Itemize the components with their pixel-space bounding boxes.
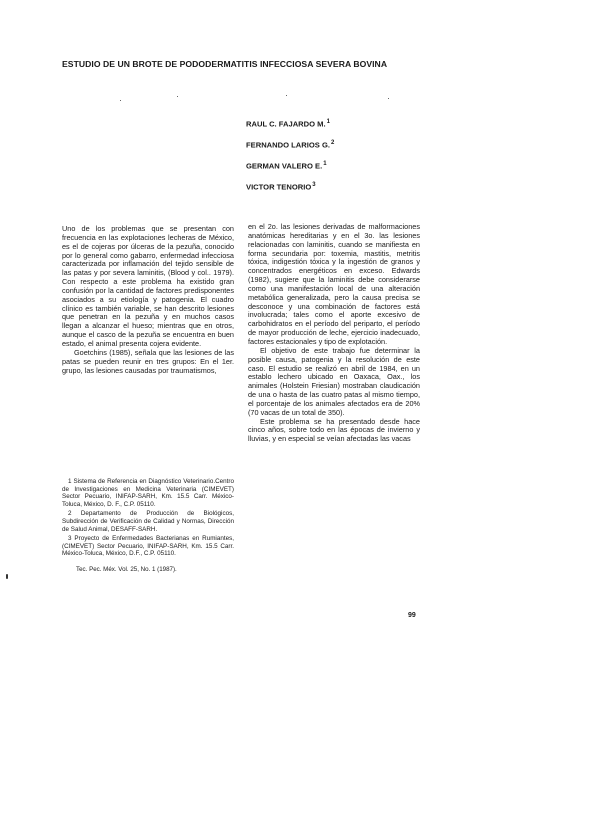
author-1: [246, 117, 506, 138]
footnote-1: 1 Sistema de Referencia en Diagnóstico Veterinario.Centro de Investigaciones en Medicina Veterinaria (CIMEVET) Sector Pecuario, INIFAP-SARH, Km. 15.5 Carr. México-Toluca, México, D. F., C.P. 05110.: [62, 478, 234, 508]
scan-speck: [286, 95, 287, 96]
page-number: 99: [408, 612, 416, 619]
scan-speck: [6, 574, 8, 579]
author-list: [246, 117, 506, 201]
body-paragraph: en el 2o. las lesiones derivadas de malformaciones anatómicas hereditarias y en el 3o. las lesiones relacionadas con laminitis, cuando se manifiesta en forma secundaria por: toxemia, mastitis, metritis tóxica, indigestión tóxica y la ingestión de granos y concentrados energéticos en exceso. Edwards (1982), sugiere que la laminitis debe considerarse como una manifestación local de una alteración metabólica generalizada, pero la causa precisa se desconoce y una combinación de factores está involucrada; tales como el aporte excesivo de carbohidratos en el período del periparto, el período de mayor producción de leche, ejercicio inadecuado, factores estacionales y tipo de explotación.: [248, 222, 420, 346]
body-paragraph: Uno de los problemas que se presentan con frecuencia en las explotaciones lecheras de México, es el de cojeras por úlceras de la pezuña, conocido por lo general como gabarro, enfermedad infecciosa caracterizada por inflamación del tejido sensible de las patas y por severa laminitis, (Blood y col.. 1979). Con respecto a este problema ha existido gran confusión por la cantidad de factores predisponentes asociados a su etiología y patogenia. El cuadro clínico es también variable, se han descrito lesiones que penetran en la pezuña y en muchos casos llegan a alcanzar el hueso; mientras que en otros, aunque el casco de la pezuña se encuentra en buen estado, el animal presenta cojera evidente.: [62, 224, 234, 348]
journal-citation: Tec. Pec. Méx. Vol. 25, No. 1 (1987).: [76, 566, 177, 573]
footnotes: [62, 478, 234, 560]
affiliation-mark: 1: [326, 119, 330, 125]
left-column: [62, 225, 234, 375]
author-3: [246, 159, 506, 180]
scan-speck: [388, 98, 389, 99]
body-paragraph: Este problema se ha presentado desde hace cinco años, sobre todo en las épocas de invierno y lluvias, y en especial se veían afectadas las vacas: [248, 416, 420, 444]
author-name: VICTOR TENORIO: [246, 182, 312, 192]
author-name: RAUL C. FAJARDO M.: [246, 119, 326, 129]
affiliation-mark: 2: [330, 140, 335, 146]
body-paragraph: Goetchins (1985), señala que las lesiones de las patas se pueden reunir en tres grupos: En el 1er. grupo, las lesiones causadas por traumatismos,: [62, 347, 234, 375]
article-title: ESTUDIO DE UN BROTE DE PODODERMATITIS INFECCIOSA SEVERA BOVINA: [62, 59, 388, 69]
author-name: FERNANDO LARIOS G.: [246, 140, 330, 150]
right-column: [248, 223, 420, 444]
body-paragraph: El objetivo de este trabajo fue determinar la posible causa, patogenia y la resolución de este caso. El estudio se realizó en abril de 1984, en un establo lechero ubicado en Oaxaca, Oax., los animales (Holstein Friesian) mostraban claudicación de una o hasta de las cuatro patas al mismo tiempo, el porcentaje de los animales afectados era de 20% (70 vacas de un total de 350).: [248, 345, 420, 417]
author-4: [246, 180, 506, 201]
footnote-3: 3 Proyecto de Enfermedades Bacterianas en Rumiantes, (CIMEVET) Sector Pecuario, INIFAP-SARH, Km. 15.5 Carr. México-Toluca, México, D.F., C.P. 05110.: [62, 535, 234, 558]
scan-speck: [120, 100, 121, 101]
author-2: [246, 138, 506, 159]
author-name: GERMAN VALERO E.: [246, 161, 323, 171]
affiliation-mark: 3: [312, 182, 316, 188]
footnote-2: 2 Departamento de Producción de Biológicos, Subdirección de Verificación de Calidad y Normas, Dirección de Salud Animal, DESAFF-SARH.: [62, 510, 234, 533]
affiliation-mark: 1: [323, 161, 327, 167]
scan-speck: [177, 96, 178, 97]
